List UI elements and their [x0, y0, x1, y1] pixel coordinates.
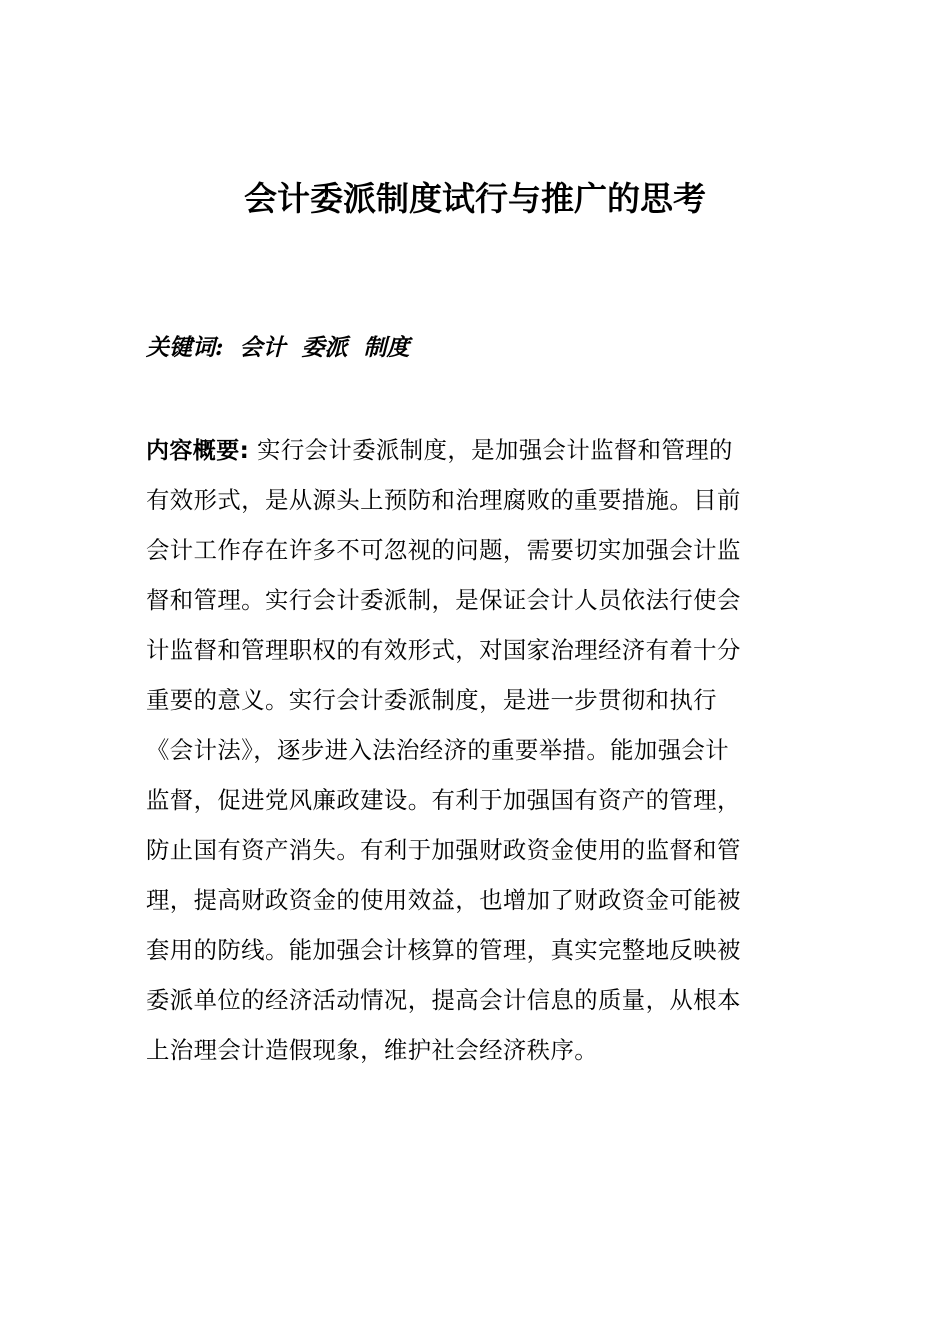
- abstract-line: 上治理会计造假现象，维护社会经济秩序。: [146, 1036, 599, 1064]
- keywords-line: 关键词: 会计 委派 制度: [146, 334, 410, 361]
- abstract-line: 有效形式，是从源头上预防和治理腐败的重要措施。目前: [146, 486, 741, 514]
- abstract-line: 督和管理。实行会计委派制，是保证会计人员依法行使会: [146, 586, 741, 614]
- abstract-line: [146, 425, 808, 475]
- document-title: 会计委派制度试行与推广的思考: [244, 179, 706, 218]
- abstract-line: 套用的防线。能加强会计核算的管理，真实完整地反映被: [146, 936, 741, 964]
- abstract-line: 《会计法》，逐步进入法治经济的重要举措。能加强会计: [146, 736, 730, 764]
- abstract-line: 委派单位的经济活动情况，提高会计信息的质量，从根本: [146, 986, 741, 1014]
- abstract-line: 防止国有资产消失。有利于加强财政资金使用的监督和管: [146, 836, 741, 864]
- abstract-line: 理，提高财政资金的使用效益，也增加了财政资金可能被: [146, 886, 741, 914]
- abstract-line: 监督，促进党风廉政建设。有利于加强国有资产的管理，: [146, 786, 741, 814]
- abstract-line: 重要的意义。实行会计委派制度，是进一步贯彻和执行: [146, 686, 717, 714]
- abstract-section: [146, 425, 808, 1075]
- abstract-label: 内容概要:: [146, 438, 250, 464]
- abstract-line: 会计工作存在许多不可忽视的问题，需要切实加强会计监: [146, 536, 741, 564]
- abstract-line: 计监督和管理职权的有效形式，对国家治理经济有着十分: [146, 636, 741, 664]
- abstract-line-text: 实行会计委派制度，是加强会计监督和管理的: [249, 436, 733, 464]
